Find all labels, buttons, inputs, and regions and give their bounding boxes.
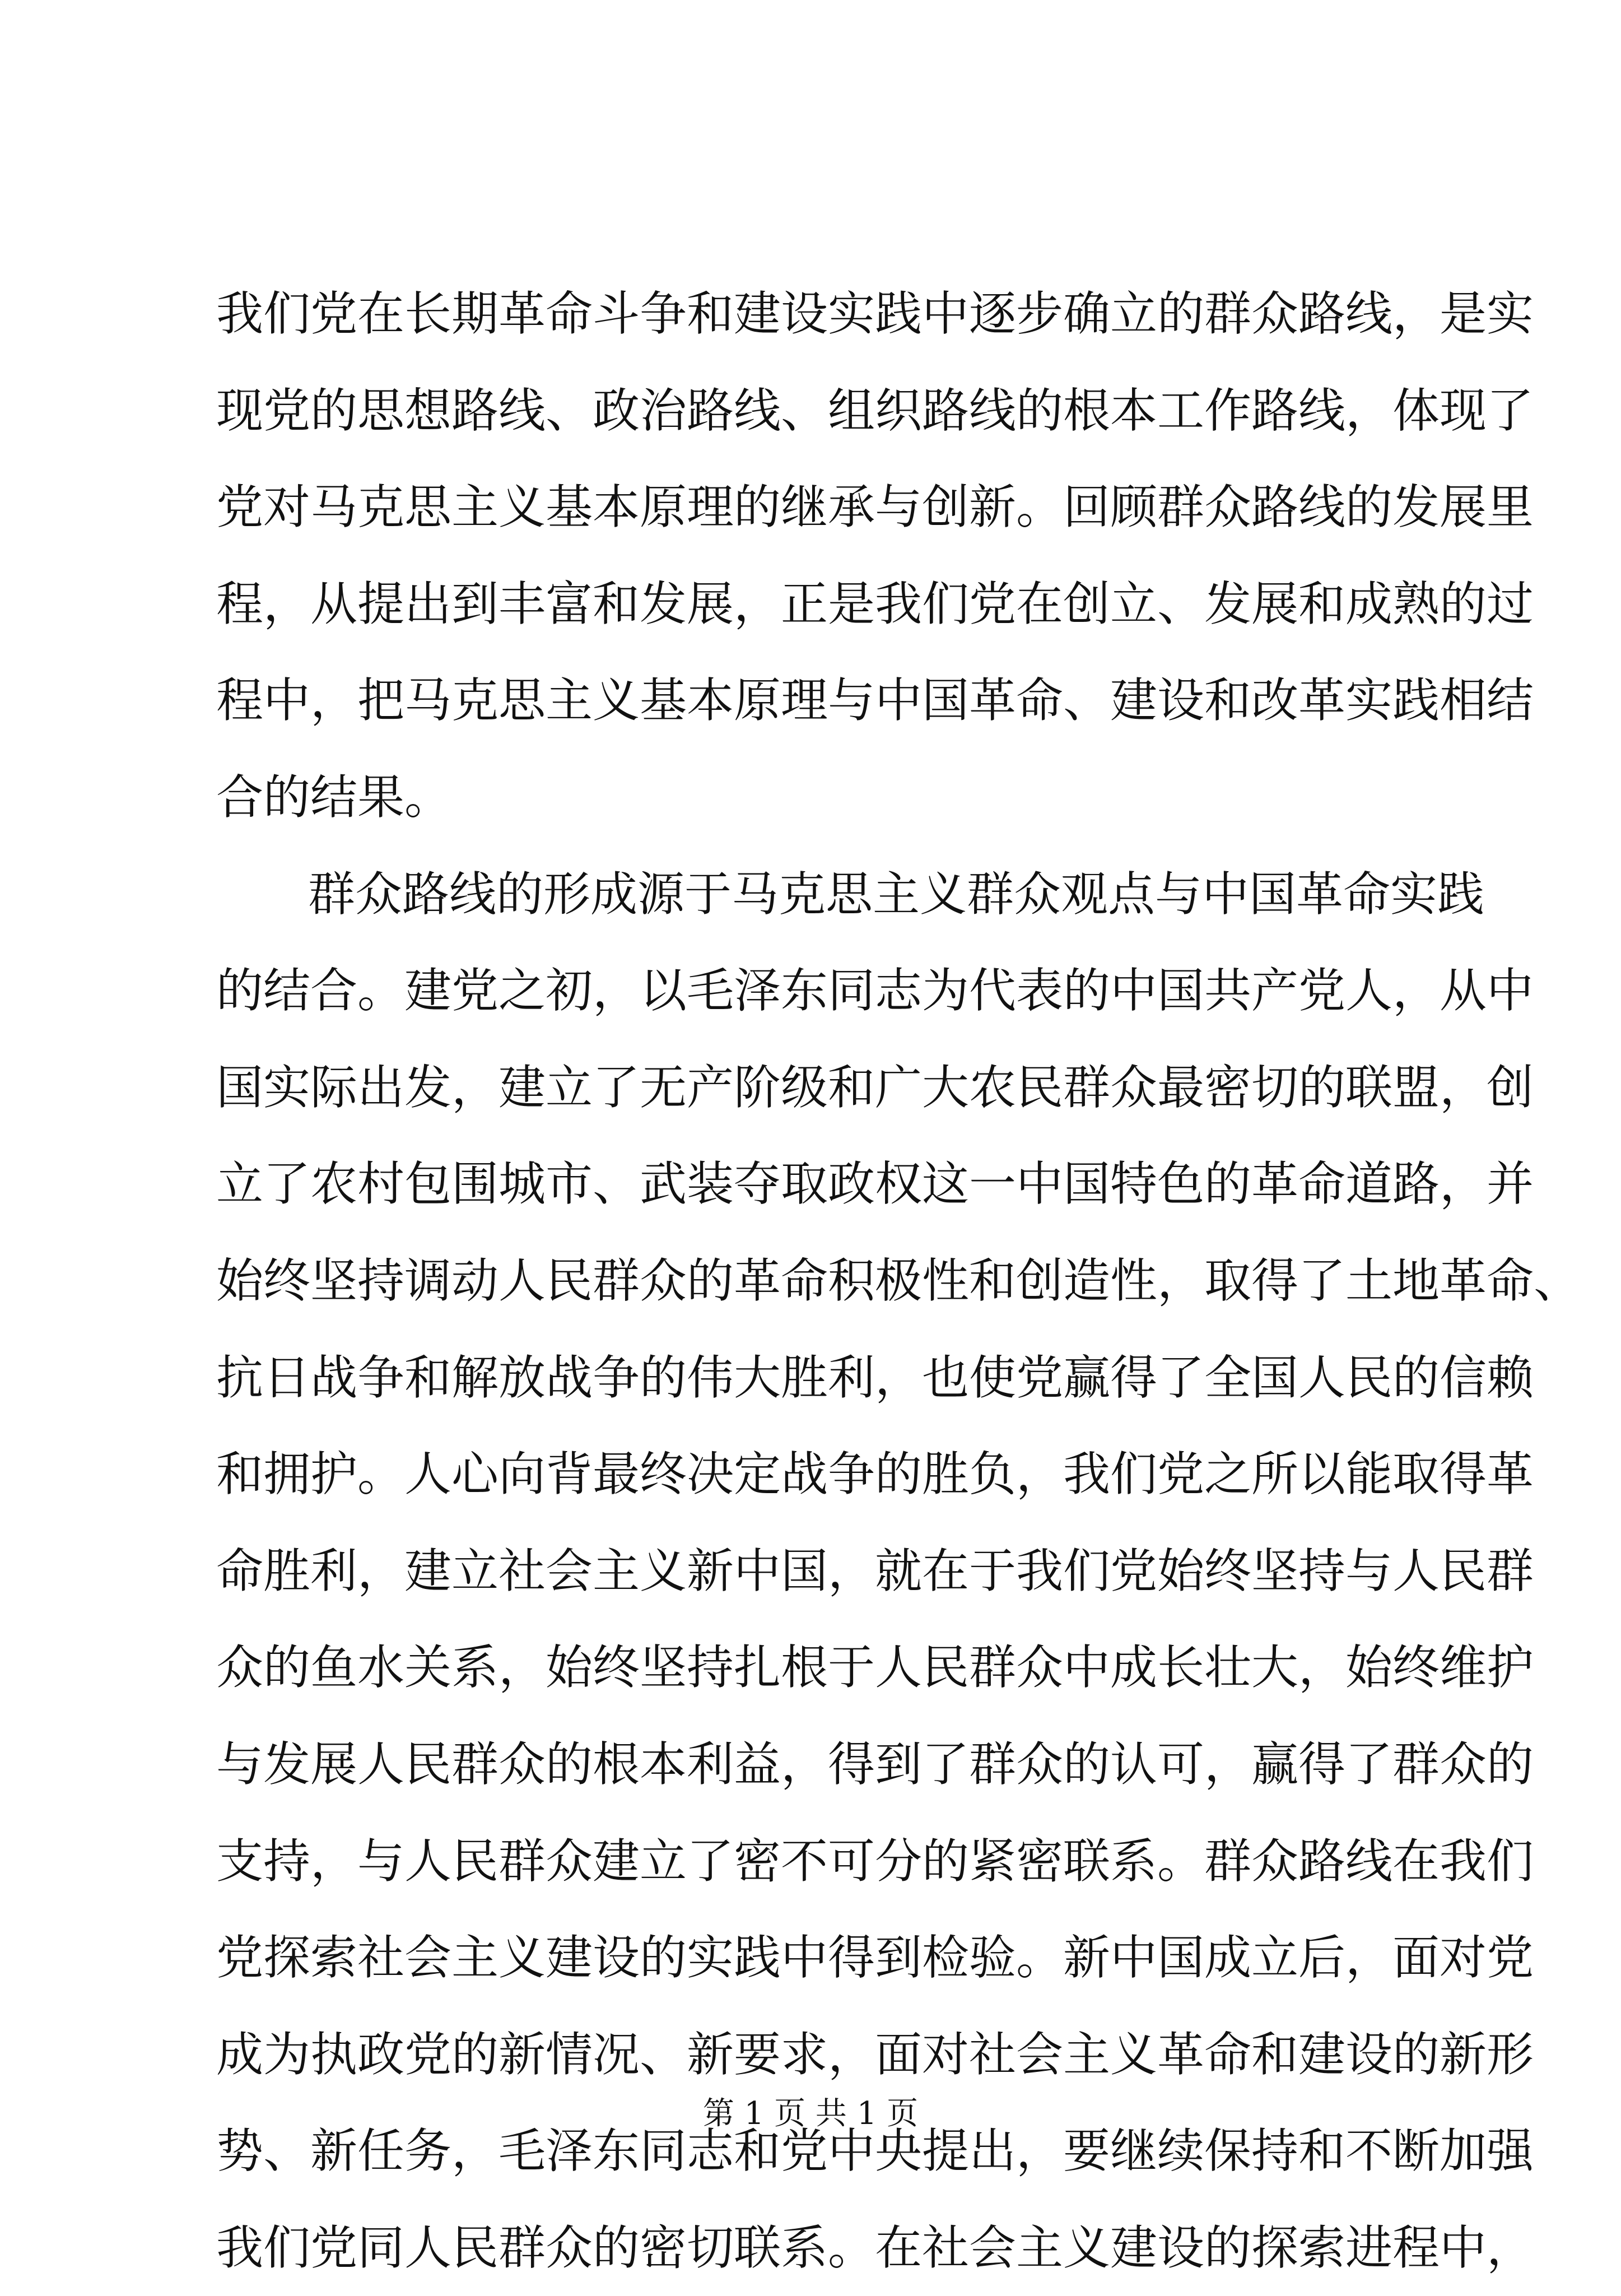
body-text (216, 266, 1581, 2296)
text-line: 国实际出发，建立了无产阶级和广大农民群众最密切的联盟，创 (216, 1059, 1534, 1115)
text-line: 命胜利，建立社会主义新中国，就在于我们党始终坚持与人民群 (216, 1543, 1534, 1598)
text-line: 我们党在长期革命斗争和建设实践中逐步确立的群众路线，是实 (216, 286, 1534, 341)
text-line: 党探索社会主义建设的实践中得到检验。新中国成立后，面对党 (216, 1930, 1534, 1986)
text-line: 群众路线的形成源于马克思主义群众观点与中国革命实践 (308, 866, 1485, 922)
text-line: 成为执政党的新情况、新要求，面对社会主义革命和建设的新形 (216, 2027, 1534, 2082)
text-line: 和拥护。人心向背最终决定战争的胜负，我们党之所以能取得革 (216, 1447, 1534, 1502)
text-line: 我们党同人民群众的密切联系。在社会主义建设的探索进程中， (216, 2220, 1534, 2275)
text-line: 党对马克思主义基本原理的继承与创新。回顾群众路线的发展里 (216, 480, 1534, 535)
text-line: 的结合。建党之初，以毛泽东同志为代表的中国共产党人，从中 (216, 963, 1534, 1019)
text-line: 抗日战争和解放战争的伟大胜利，也使党赢得了全国人民的信赖 (216, 1350, 1534, 1405)
page-footer (0, 2094, 1621, 2134)
text-line: 支持，与人民群众建立了密不可分的紧密联系。群众路线在我们 (216, 1833, 1534, 1889)
text-line: 势、新任务，毛泽东同志和党中央提出，要继续保持和不断加强 (216, 2123, 1534, 2179)
text-line: 合的结果。 (216, 769, 452, 825)
text-line: 立了农村包围城市、武装夺取政权这一中国特色的革命道路，并 (216, 1156, 1534, 1212)
page-number-label: 第 1 页 共 1 页 (702, 2095, 919, 2132)
text-line: 现党的思想路线、政治路线、组织路线的根本工作路线，体现了 (216, 383, 1534, 438)
text-line: 程中，把马克思主义基本原理与中国革命、建设和改革实践相结 (216, 673, 1534, 728)
text-line: 众的鱼水关系，始终坚持扎根于人民群众中成长壮大，始终维护 (216, 1640, 1534, 1695)
text-line: 与发展人民群众的根本利益，得到了群众的认可，赢得了群众的 (216, 1736, 1534, 1792)
text-line: 始终坚持调动人民群众的革命积极性和创造性，取得了土地革命、 (216, 1253, 1581, 1308)
text-line: 程，从提出到丰富和发展，正是我们党在创立、发展和成熟的过 (216, 576, 1534, 631)
